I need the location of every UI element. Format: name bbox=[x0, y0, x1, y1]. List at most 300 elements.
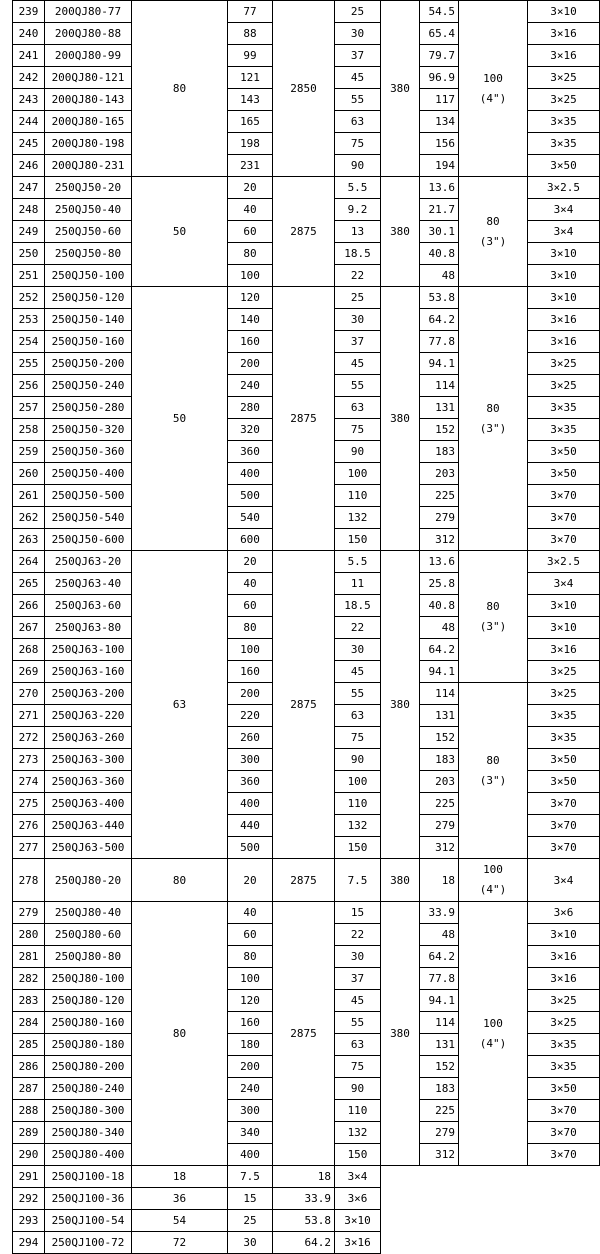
power-cell: 18.5 bbox=[335, 595, 381, 617]
current-cell: 312 bbox=[420, 529, 459, 551]
row-number-cell: 270 bbox=[13, 683, 45, 705]
current-cell: 40.8 bbox=[420, 595, 459, 617]
speed-group-cell: 2875 bbox=[273, 902, 335, 1166]
model-cell: 200QJ80-77 bbox=[45, 1, 132, 23]
head-cell: 340 bbox=[228, 1122, 273, 1144]
row-number-cell: 273 bbox=[13, 749, 45, 771]
head-cell: 140 bbox=[228, 309, 273, 331]
row-number-cell: 286 bbox=[13, 1056, 45, 1078]
cable-cell: 3×35 bbox=[528, 705, 600, 727]
row-number-cell: 257 bbox=[13, 397, 45, 419]
cable-cell: 3×70 bbox=[528, 1122, 600, 1144]
power-cell: 5.5 bbox=[335, 551, 381, 573]
voltage-group-cell: 380 bbox=[381, 551, 420, 859]
row-number-cell: 265 bbox=[13, 573, 45, 595]
power-cell: 22 bbox=[335, 924, 381, 946]
current-cell: 64.2 bbox=[420, 639, 459, 661]
head-cell: 100 bbox=[228, 265, 273, 287]
row-number-cell: 254 bbox=[13, 331, 45, 353]
row-number-cell: 243 bbox=[13, 89, 45, 111]
outlet-caliber-unit: (4") bbox=[479, 883, 507, 896]
cable-cell: 3×70 bbox=[528, 1100, 600, 1122]
head-cell: 500 bbox=[228, 837, 273, 859]
row-number-cell: 241 bbox=[13, 45, 45, 67]
head-cell: 540 bbox=[228, 507, 273, 529]
power-cell: 7.5 bbox=[228, 1166, 273, 1188]
outlet-caliber-unit: (3") bbox=[479, 421, 507, 435]
cable-cell: 3×35 bbox=[528, 1056, 600, 1078]
outlet-caliber-group-cell bbox=[459, 859, 528, 902]
row-number-cell: 290 bbox=[13, 1144, 45, 1166]
current-cell: 64.2 bbox=[420, 309, 459, 331]
head-cell: 360 bbox=[228, 771, 273, 793]
current-cell: 131 bbox=[420, 705, 459, 727]
cable-cell: 3×2.5 bbox=[528, 177, 600, 199]
power-cell: 100 bbox=[335, 771, 381, 793]
head-cell: 160 bbox=[228, 1012, 273, 1034]
model-cell: 250QJ63-20 bbox=[45, 551, 132, 573]
head-cell: 88 bbox=[228, 23, 273, 45]
head-cell: 40 bbox=[228, 902, 273, 924]
row-number-cell: 287 bbox=[13, 1078, 45, 1100]
model-cell: 250QJ50-600 bbox=[45, 529, 132, 551]
current-cell: 30.1 bbox=[420, 221, 459, 243]
current-cell: 65.4 bbox=[420, 23, 459, 45]
current-cell: 114 bbox=[420, 375, 459, 397]
cable-cell: 3×35 bbox=[528, 397, 600, 419]
power-cell: 30 bbox=[335, 309, 381, 331]
power-cell: 75 bbox=[335, 1056, 381, 1078]
head-cell: 18 bbox=[132, 1166, 228, 1188]
row-number-cell: 271 bbox=[13, 705, 45, 727]
head-cell: 40 bbox=[228, 573, 273, 595]
head-cell: 400 bbox=[228, 793, 273, 815]
outlet-caliber-group-cell bbox=[459, 551, 528, 683]
cable-cell: 3×50 bbox=[528, 749, 600, 771]
model-cell: 200QJ80-88 bbox=[45, 23, 132, 45]
outlet-caliber-unit: (3") bbox=[479, 773, 507, 787]
head-cell: 120 bbox=[228, 287, 273, 309]
cable-cell: 3×10 bbox=[528, 265, 600, 287]
voltage-group-cell: 380 bbox=[381, 287, 420, 551]
cable-cell: 3×50 bbox=[528, 155, 600, 177]
cable-cell: 3×16 bbox=[528, 639, 600, 661]
power-cell: 30 bbox=[335, 23, 381, 45]
model-cell: 200QJ80-165 bbox=[45, 111, 132, 133]
table-row bbox=[13, 1232, 600, 1254]
table-row bbox=[13, 551, 600, 573]
head-cell: 120 bbox=[228, 990, 273, 1012]
flow-group-cell: 80 bbox=[132, 859, 228, 902]
head-cell: 60 bbox=[228, 221, 273, 243]
model-cell: 200QJ80-198 bbox=[45, 133, 132, 155]
cable-cell: 3×2.5 bbox=[528, 551, 600, 573]
cable-cell: 3×35 bbox=[528, 111, 600, 133]
power-cell: 15 bbox=[335, 902, 381, 924]
model-cell: 250QJ63-300 bbox=[45, 749, 132, 771]
cable-cell: 3×70 bbox=[528, 793, 600, 815]
current-cell: 183 bbox=[420, 441, 459, 463]
head-cell: 100 bbox=[228, 639, 273, 661]
current-cell: 13.6 bbox=[420, 551, 459, 573]
current-cell: 117 bbox=[420, 89, 459, 111]
current-cell: 48 bbox=[420, 924, 459, 946]
cable-cell: 3×4 bbox=[528, 221, 600, 243]
speed-group-cell: 2875 bbox=[273, 287, 335, 551]
flow-group-cell: 80 bbox=[132, 902, 228, 1166]
model-cell: 250QJ100-36 bbox=[45, 1188, 132, 1210]
head-cell: 360 bbox=[228, 441, 273, 463]
cable-cell: 3×16 bbox=[528, 968, 600, 990]
cable-cell: 3×25 bbox=[528, 67, 600, 89]
current-cell: 48 bbox=[420, 617, 459, 639]
head-cell: 54 bbox=[132, 1210, 228, 1232]
power-cell: 9.2 bbox=[335, 199, 381, 221]
row-number-cell: 253 bbox=[13, 309, 45, 331]
power-cell: 15 bbox=[228, 1188, 273, 1210]
row-number-cell: 293 bbox=[13, 1210, 45, 1232]
row-number-cell: 289 bbox=[13, 1122, 45, 1144]
row-number-cell: 292 bbox=[13, 1188, 45, 1210]
cable-cell: 3×25 bbox=[528, 353, 600, 375]
outlet-caliber-group-cell bbox=[459, 177, 528, 287]
power-cell: 55 bbox=[335, 1012, 381, 1034]
head-cell: 80 bbox=[228, 617, 273, 639]
model-cell: 250QJ63-40 bbox=[45, 573, 132, 595]
head-cell: 400 bbox=[228, 1144, 273, 1166]
power-cell: 150 bbox=[335, 837, 381, 859]
model-cell: 250QJ63-60 bbox=[45, 595, 132, 617]
model-cell: 250QJ80-100 bbox=[45, 968, 132, 990]
power-cell: 25 bbox=[335, 287, 381, 309]
model-cell: 250QJ50-360 bbox=[45, 441, 132, 463]
power-cell: 45 bbox=[335, 353, 381, 375]
head-cell: 500 bbox=[228, 485, 273, 507]
row-number-cell: 278 bbox=[13, 859, 45, 902]
row-number-cell: 256 bbox=[13, 375, 45, 397]
model-cell: 250QJ80-340 bbox=[45, 1122, 132, 1144]
power-cell: 110 bbox=[335, 793, 381, 815]
row-number-cell: 275 bbox=[13, 793, 45, 815]
head-cell: 60 bbox=[228, 924, 273, 946]
row-number-cell: 252 bbox=[13, 287, 45, 309]
model-cell: 250QJ63-160 bbox=[45, 661, 132, 683]
power-cell: 63 bbox=[335, 1034, 381, 1056]
cable-cell: 3×10 bbox=[528, 243, 600, 265]
speed-group-cell: 2875 bbox=[273, 551, 335, 859]
power-cell: 132 bbox=[335, 507, 381, 529]
row-number-cell: 258 bbox=[13, 419, 45, 441]
cable-cell: 3×10 bbox=[528, 617, 600, 639]
model-cell: 250QJ50-200 bbox=[45, 353, 132, 375]
model-cell: 200QJ80-99 bbox=[45, 45, 132, 67]
power-cell: 7.5 bbox=[335, 859, 381, 902]
head-cell: 121 bbox=[228, 67, 273, 89]
cable-cell: 3×50 bbox=[528, 463, 600, 485]
cable-cell: 3×35 bbox=[528, 133, 600, 155]
model-cell: 250QJ63-260 bbox=[45, 727, 132, 749]
cable-cell: 3×25 bbox=[528, 1012, 600, 1034]
power-cell: 45 bbox=[335, 661, 381, 683]
current-cell: 64.2 bbox=[420, 946, 459, 968]
head-cell: 440 bbox=[228, 815, 273, 837]
current-cell: 156 bbox=[420, 133, 459, 155]
model-cell: 200QJ80-143 bbox=[45, 89, 132, 111]
model-cell: 200QJ80-231 bbox=[45, 155, 132, 177]
power-cell: 22 bbox=[335, 265, 381, 287]
flow-group-cell: 63 bbox=[132, 551, 228, 859]
row-number-cell: 264 bbox=[13, 551, 45, 573]
model-cell: 250QJ50-280 bbox=[45, 397, 132, 419]
head-cell: 60 bbox=[228, 595, 273, 617]
current-cell: 40.8 bbox=[420, 243, 459, 265]
row-number-cell: 250 bbox=[13, 243, 45, 265]
model-cell: 250QJ50-540 bbox=[45, 507, 132, 529]
model-cell: 250QJ63-100 bbox=[45, 639, 132, 661]
current-cell: 77.8 bbox=[420, 331, 459, 353]
power-cell: 63 bbox=[335, 397, 381, 419]
head-cell: 99 bbox=[228, 45, 273, 67]
model-cell: 250QJ50-400 bbox=[45, 463, 132, 485]
outlet-caliber-group-cell bbox=[459, 1, 528, 177]
row-number-cell: 266 bbox=[13, 595, 45, 617]
row-number-cell: 259 bbox=[13, 441, 45, 463]
cable-cell: 3×16 bbox=[528, 45, 600, 67]
head-cell: 100 bbox=[228, 968, 273, 990]
head-cell: 40 bbox=[228, 199, 273, 221]
row-number-cell: 261 bbox=[13, 485, 45, 507]
power-cell: 45 bbox=[335, 990, 381, 1012]
head-cell: 400 bbox=[228, 463, 273, 485]
current-cell: 25.8 bbox=[420, 573, 459, 595]
current-cell: 203 bbox=[420, 463, 459, 485]
head-cell: 165 bbox=[228, 111, 273, 133]
head-cell: 280 bbox=[228, 397, 273, 419]
current-cell: 225 bbox=[420, 793, 459, 815]
cable-cell: 3×25 bbox=[528, 89, 600, 111]
cable-cell: 3×70 bbox=[528, 485, 600, 507]
row-number-cell: 294 bbox=[13, 1232, 45, 1254]
model-cell: 250QJ63-440 bbox=[45, 815, 132, 837]
head-cell: 240 bbox=[228, 1078, 273, 1100]
row-number-cell: 291 bbox=[13, 1166, 45, 1188]
voltage-group-cell: 380 bbox=[381, 1, 420, 177]
row-number-cell: 262 bbox=[13, 507, 45, 529]
model-cell: 250QJ80-60 bbox=[45, 924, 132, 946]
row-number-cell: 288 bbox=[13, 1100, 45, 1122]
head-cell: 80 bbox=[228, 946, 273, 968]
cable-cell: 3×25 bbox=[528, 375, 600, 397]
row-number-cell: 240 bbox=[13, 23, 45, 45]
power-cell: 100 bbox=[335, 463, 381, 485]
current-cell: 53.8 bbox=[420, 287, 459, 309]
model-cell: 250QJ100-72 bbox=[45, 1232, 132, 1254]
current-cell: 114 bbox=[420, 1012, 459, 1034]
model-cell: 250QJ50-100 bbox=[45, 265, 132, 287]
row-number-cell: 269 bbox=[13, 661, 45, 683]
current-cell: 94.1 bbox=[420, 990, 459, 1012]
outlet-caliber-value: 80 bbox=[486, 401, 500, 415]
row-number-cell: 279 bbox=[13, 902, 45, 924]
current-cell: 54.5 bbox=[420, 1, 459, 23]
outlet-caliber-group-cell bbox=[459, 902, 528, 1166]
cable-cell: 3×35 bbox=[528, 727, 600, 749]
power-cell: 150 bbox=[335, 529, 381, 551]
row-number-cell: 246 bbox=[13, 155, 45, 177]
cable-cell: 3×4 bbox=[528, 859, 600, 902]
power-cell: 132 bbox=[335, 815, 381, 837]
row-number-cell: 267 bbox=[13, 617, 45, 639]
head-cell: 200 bbox=[228, 1056, 273, 1078]
current-cell: 53.8 bbox=[273, 1210, 335, 1232]
cable-cell: 3×25 bbox=[528, 990, 600, 1012]
cable-cell: 3×10 bbox=[528, 287, 600, 309]
outlet-caliber-value: 80 bbox=[486, 753, 500, 767]
cable-cell: 3×16 bbox=[528, 331, 600, 353]
row-number-cell: 239 bbox=[13, 1, 45, 23]
cable-cell: 3×70 bbox=[528, 837, 600, 859]
cable-cell: 3×16 bbox=[528, 309, 600, 331]
outlet-caliber-group-cell bbox=[459, 287, 528, 551]
head-cell: 180 bbox=[228, 1034, 273, 1056]
current-cell: 79.7 bbox=[420, 45, 459, 67]
flow-group-cell: 80 bbox=[132, 1, 228, 177]
cable-cell: 3×4 bbox=[528, 573, 600, 595]
power-cell: 110 bbox=[335, 485, 381, 507]
outlet-caliber-unit: (3") bbox=[479, 619, 507, 633]
current-cell: 134 bbox=[420, 111, 459, 133]
voltage-group-cell: 380 bbox=[381, 859, 420, 902]
power-cell: 90 bbox=[335, 1078, 381, 1100]
power-cell: 55 bbox=[335, 375, 381, 397]
cable-cell: 3×50 bbox=[528, 1078, 600, 1100]
row-number-cell: 245 bbox=[13, 133, 45, 155]
model-cell: 250QJ50-240 bbox=[45, 375, 132, 397]
model-cell: 200QJ80-121 bbox=[45, 67, 132, 89]
head-cell: 20 bbox=[228, 177, 273, 199]
head-cell: 600 bbox=[228, 529, 273, 551]
row-number-cell: 244 bbox=[13, 111, 45, 133]
current-cell: 203 bbox=[420, 771, 459, 793]
outlet-caliber-unit: (3") bbox=[479, 234, 507, 248]
current-cell: 114 bbox=[420, 683, 459, 705]
outlet-caliber-value: 100 bbox=[483, 71, 503, 85]
current-cell: 33.9 bbox=[273, 1188, 335, 1210]
row-number-cell: 260 bbox=[13, 463, 45, 485]
cable-cell: 3×16 bbox=[528, 946, 600, 968]
power-cell: 75 bbox=[335, 727, 381, 749]
flow-group-cell: 50 bbox=[132, 177, 228, 287]
current-cell: 279 bbox=[420, 507, 459, 529]
speed-group-cell: 2850 bbox=[273, 1, 335, 177]
row-number-cell: 276 bbox=[13, 815, 45, 837]
cable-cell: 3×6 bbox=[528, 902, 600, 924]
cable-cell: 3×35 bbox=[528, 1034, 600, 1056]
current-cell: 48 bbox=[420, 265, 459, 287]
row-number-cell: 274 bbox=[13, 771, 45, 793]
cable-cell: 3×10 bbox=[528, 595, 600, 617]
row-number-cell: 284 bbox=[13, 1012, 45, 1034]
power-cell: 37 bbox=[335, 331, 381, 353]
current-cell: 183 bbox=[420, 1078, 459, 1100]
current-cell: 94.1 bbox=[420, 661, 459, 683]
power-cell: 132 bbox=[335, 1122, 381, 1144]
table-row bbox=[13, 1210, 600, 1232]
current-cell: 96.9 bbox=[420, 67, 459, 89]
current-cell: 18 bbox=[420, 859, 459, 902]
row-number-cell: 272 bbox=[13, 727, 45, 749]
power-cell: 37 bbox=[335, 45, 381, 67]
current-cell: 21.7 bbox=[420, 199, 459, 221]
head-cell: 220 bbox=[228, 705, 273, 727]
model-cell: 250QJ80-400 bbox=[45, 1144, 132, 1166]
power-cell: 150 bbox=[335, 1144, 381, 1166]
head-cell: 240 bbox=[228, 375, 273, 397]
current-cell: 13.6 bbox=[420, 177, 459, 199]
current-cell: 312 bbox=[420, 1144, 459, 1166]
current-cell: 131 bbox=[420, 1034, 459, 1056]
current-cell: 131 bbox=[420, 397, 459, 419]
current-cell: 94.1 bbox=[420, 353, 459, 375]
power-cell: 110 bbox=[335, 1100, 381, 1122]
outlet-caliber-unit: (4") bbox=[479, 1036, 507, 1050]
speed-group-cell: 2875 bbox=[273, 859, 335, 902]
cable-cell: 3×70 bbox=[528, 1144, 600, 1166]
outlet-caliber-value: 80 bbox=[486, 599, 500, 613]
table-row bbox=[13, 287, 600, 309]
head-cell: 260 bbox=[228, 727, 273, 749]
power-cell: 13 bbox=[335, 221, 381, 243]
power-cell: 25 bbox=[335, 1, 381, 23]
power-cell: 75 bbox=[335, 133, 381, 155]
model-cell: 250QJ80-80 bbox=[45, 946, 132, 968]
model-cell: 250QJ50-40 bbox=[45, 199, 132, 221]
model-cell: 250QJ80-120 bbox=[45, 990, 132, 1012]
row-number-cell: 248 bbox=[13, 199, 45, 221]
cable-cell: 3×70 bbox=[528, 507, 600, 529]
power-cell: 25 bbox=[228, 1210, 273, 1232]
power-cell: 30 bbox=[335, 639, 381, 661]
voltage-group-cell: 380 bbox=[381, 902, 420, 1166]
voltage-group-cell: 380 bbox=[381, 177, 420, 287]
model-cell: 250QJ100-18 bbox=[45, 1166, 132, 1188]
cable-cell: 3×4 bbox=[335, 1166, 381, 1188]
row-number-cell: 282 bbox=[13, 968, 45, 990]
model-cell: 250QJ50-80 bbox=[45, 243, 132, 265]
row-number-cell: 283 bbox=[13, 990, 45, 1012]
model-cell: 250QJ63-200 bbox=[45, 683, 132, 705]
model-cell: 250QJ80-300 bbox=[45, 1100, 132, 1122]
head-cell: 20 bbox=[228, 551, 273, 573]
model-cell: 250QJ80-180 bbox=[45, 1034, 132, 1056]
power-cell: 45 bbox=[335, 67, 381, 89]
cable-cell: 3×16 bbox=[528, 23, 600, 45]
current-cell: 152 bbox=[420, 1056, 459, 1078]
power-cell: 75 bbox=[335, 419, 381, 441]
row-number-cell: 251 bbox=[13, 265, 45, 287]
current-cell: 225 bbox=[420, 1100, 459, 1122]
row-number-cell: 285 bbox=[13, 1034, 45, 1056]
current-cell: 225 bbox=[420, 485, 459, 507]
cable-cell: 3×10 bbox=[528, 1, 600, 23]
current-cell: 18 bbox=[273, 1166, 335, 1188]
table-row bbox=[13, 1188, 600, 1210]
current-cell: 279 bbox=[420, 815, 459, 837]
head-cell: 143 bbox=[228, 89, 273, 111]
model-cell: 250QJ50-60 bbox=[45, 221, 132, 243]
table-row bbox=[13, 1166, 600, 1188]
model-cell: 250QJ50-500 bbox=[45, 485, 132, 507]
